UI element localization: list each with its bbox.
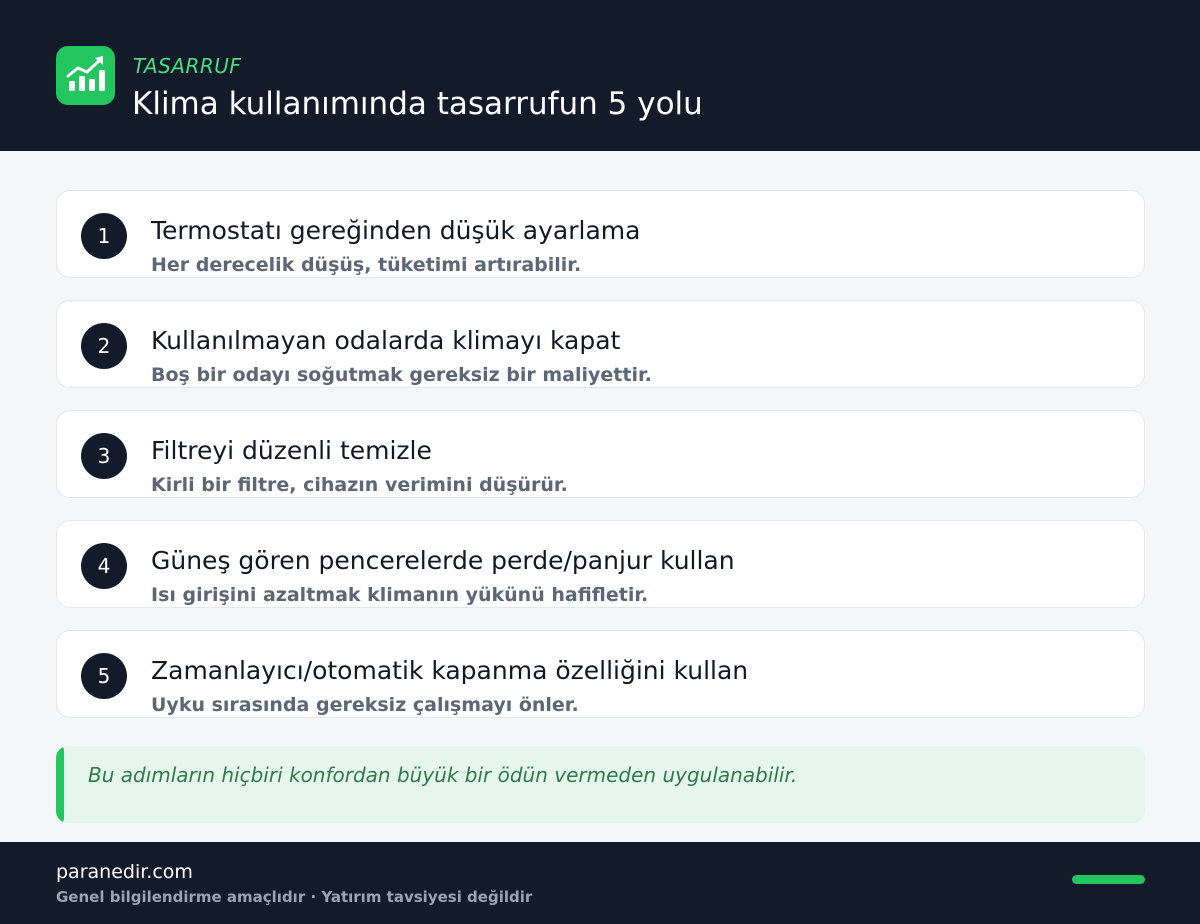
list-item [56,410,1145,498]
step-number-badge: 2 [81,323,127,369]
list-item [56,520,1145,608]
item-title: Filtreyi düzenli temizle [151,436,432,465]
header [0,0,1200,151]
item-subtitle: Uyku sırasında gereksiz çalışmayı önler. [151,694,579,716]
item-title: Güneş gören pencerelerde perde/panjur kullan [151,546,735,575]
item-subtitle: Boş bir odayı soğutmak gereksiz bir maliyettir. [151,364,652,386]
tips-list [56,190,1145,740]
step-number-badge: 1 [81,213,127,259]
page-title: Klima kullanımında tasarrufun 5 yolu [132,86,703,122]
disclaimer-text: Genel bilgilendirme amaçlıdır · Yatırım tavsiyesi değildir [56,888,533,906]
item-title: Zamanlayıcı/otomatik kapanma özelliğini kullan [151,656,749,685]
step-number-badge: 4 [81,543,127,589]
list-item [56,630,1145,718]
item-title: Termostatı gereğinden düşük ayarlama [151,216,641,245]
info-note [56,746,1145,823]
item-title: Kullanılmayan odalarda klimayı kapat [151,326,621,355]
note-accent-bar [56,746,64,823]
site-name: paranedir.com [56,861,193,883]
step-number-badge: 3 [81,433,127,479]
growth-chart-icon [56,46,115,105]
note-text: Bu adımların hiçbiri konfordan büyük bir ödün vermeden uygulanabilir. [88,763,798,787]
item-subtitle: Her derecelik düşüş, tüketimi artırabilir. [151,254,582,276]
list-item [56,300,1145,388]
item-subtitle: Isı girişini azaltmak klimanın yükünü hafifletir. [151,584,649,606]
list-item [56,190,1145,278]
footer [0,842,1200,924]
item-subtitle: Kirli bir filtre, cihazın verimini düşürür. [151,474,568,496]
step-number-badge: 5 [81,653,127,699]
footer-accent-bar [1072,875,1145,884]
category-label: TASARRUF [133,54,242,78]
